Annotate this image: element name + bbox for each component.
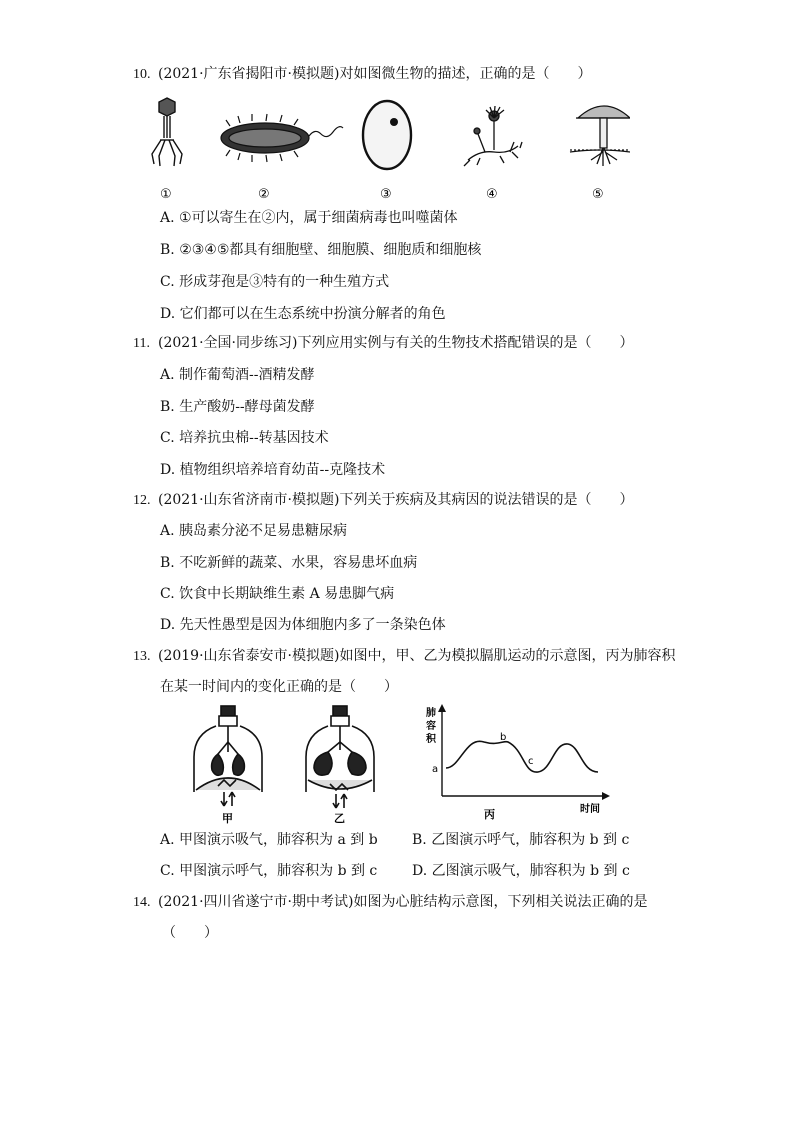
figure-label-4: ④ — [486, 187, 498, 202]
mushroom-drawing — [570, 106, 630, 166]
question-stem: (2021·山东省济南市·模拟题)下列关于疾病及其病因的说法错误的是（ ） — [158, 492, 634, 508]
bacterium-drawing — [221, 114, 343, 162]
q11-option-a[interactable]: A. 制作葡萄酒--酒精发酵 — [160, 367, 315, 383]
question-stem: (2021·全国·同步练习)下列应用实例与有关的生物技术搭配错误的是（ ） — [158, 335, 634, 351]
q11-option-c[interactable]: C. 培养抗虫棉--转基因技术 — [160, 430, 329, 446]
question-stem: (2021·四川省遂宁市·期中考试)如图为心脏结构示意图，下列相关说法正确的是 — [158, 894, 648, 910]
question-10 — [133, 64, 591, 85]
figure-label-bing: 丙 — [484, 808, 495, 821]
bell-jar-yi — [306, 706, 374, 808]
ylabel-char-1: 肺 — [426, 708, 436, 719]
figure-label-1: ① — [160, 187, 172, 202]
lung-volume-curve — [446, 741, 598, 772]
figure-label-5: ⑤ — [592, 187, 604, 202]
q12-option-d[interactable]: D. 先天性愚型是因为体细胞内多了一条染色体 — [160, 617, 446, 633]
question-13-stem-continued: 在某一时间内的变化正确的是（ ） — [160, 679, 398, 695]
q11-option-b[interactable]: B. 生产酸奶--酵母菌发酵 — [160, 399, 315, 415]
q10-option-b[interactable]: B. ②③④⑤都具有细胞壁、细胞膜、细胞质和细胞核 — [160, 242, 482, 258]
point-a-label: a — [432, 764, 439, 775]
question-14-stem-continued: （ ） — [162, 925, 218, 941]
point-b-label: b — [500, 732, 507, 743]
q10-option-c[interactable]: C. 形成芽孢是③特有的一种生殖方式 — [160, 274, 390, 290]
point-c-label: c — [528, 756, 534, 767]
question-number: 11. — [133, 336, 150, 351]
question-14 — [133, 892, 647, 913]
q12-option-a[interactable]: A. 胰岛素分泌不足易患糖尿病 — [160, 523, 348, 539]
q13-option-d[interactable]: D. 乙图演示吸气，肺容积为 b 到 c — [412, 863, 630, 879]
figure-label-yi: 乙 — [334, 812, 345, 825]
question-number: 14. — [133, 895, 151, 910]
q13-option-b[interactable]: B. 乙图演示呼气，肺容积为 b 到 c — [412, 832, 630, 848]
question-13 — [133, 646, 675, 667]
figure-label-jia: 甲 — [222, 812, 233, 825]
question-12 — [133, 490, 633, 511]
xlabel-time: 时间 — [580, 804, 600, 815]
figure-label-2: ② — [258, 187, 270, 202]
bell-jar-jia — [194, 706, 262, 806]
q12-option-b[interactable]: B. 不吃新鲜的蔬菜、水果，容易患坏血病 — [160, 555, 418, 571]
question-number: 12. — [133, 493, 151, 508]
mold-drawing — [464, 106, 522, 166]
q13-option-c[interactable]: C. 甲图演示呼气，肺容积为 b 到 c — [160, 863, 378, 879]
q11-option-d[interactable]: D. 植物组织培养培育幼苗--克隆技术 — [160, 462, 386, 478]
q13-option-a[interactable]: A. 甲图演示吸气，肺容积为 a 到 b — [160, 832, 378, 848]
question-stem: (2019·山东省泰安市·模拟题)如图中，甲、乙为模拟膈肌运动的示意图，丙为肺容积 — [158, 648, 676, 664]
microorganism-figure — [140, 90, 630, 205]
yeast-drawing — [363, 101, 411, 169]
lung-volume-graph — [426, 704, 610, 821]
ylabel-char-2: 容 — [426, 721, 436, 732]
question-11 — [133, 333, 633, 354]
diaphragm-lung-figure — [188, 702, 638, 827]
question-number: 10. — [133, 67, 151, 82]
bacteriophage-drawing — [152, 98, 182, 166]
question-number: 13. — [133, 649, 151, 664]
question-stem: (2021·广东省揭阳市·模拟题)对如图微生物的描述，正确的是（ ） — [158, 66, 592, 82]
q10-option-a[interactable]: A. ①可以寄生在②内，属于细菌病毒也叫噬菌体 — [160, 210, 458, 226]
ylabel-char-3: 积 — [426, 734, 436, 745]
figure-label-3: ③ — [380, 187, 392, 202]
q10-option-d[interactable]: D. 它们都可以在生态系统中扮演分解者的角色 — [160, 306, 446, 322]
q12-option-c[interactable]: C. 饮食中长期缺维生素 A 易患脚气病 — [160, 586, 395, 602]
